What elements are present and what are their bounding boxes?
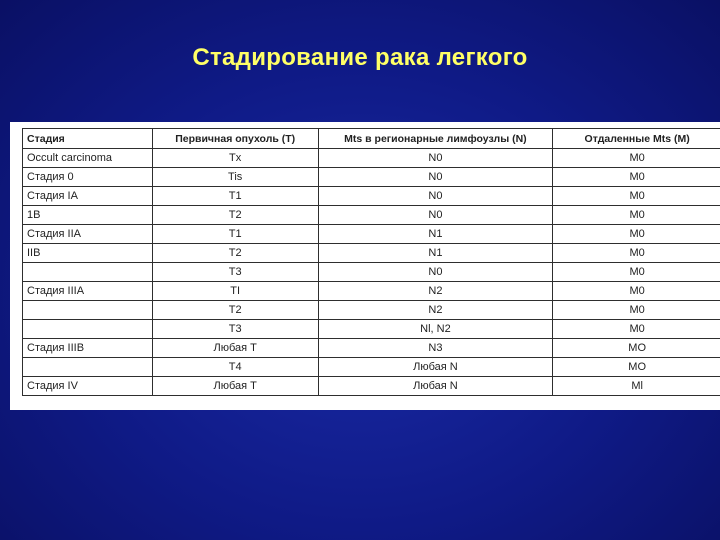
cell-stage: Стадия IIIA (23, 282, 153, 301)
cell-stage: IIB (23, 244, 153, 263)
cell-regional-nodes: Nl, N2 (318, 320, 553, 339)
cell-stage (23, 263, 153, 282)
cell-stage: Стадия IA (23, 187, 153, 206)
cell-regional-nodes: N0 (318, 206, 553, 225)
cell-stage: Стадия IIA (23, 225, 153, 244)
cell-regional-nodes: N2 (318, 282, 553, 301)
cell-primary-tumor: Tx (152, 149, 318, 168)
cell-primary-tumor: T4 (152, 358, 318, 377)
cell-distant-mets: M0 (553, 187, 720, 206)
cell-stage (23, 320, 153, 339)
header-primary-tumor: Первичная опухоль (T) (152, 129, 318, 149)
header-distant-mets: Отдаленные Mts (M) (553, 129, 720, 149)
table-row (23, 168, 720, 187)
table-row (23, 187, 720, 206)
cell-distant-mets: M0 (553, 206, 720, 225)
cell-distant-mets: Ml (553, 377, 720, 396)
cell-regional-nodes: N0 (318, 187, 553, 206)
cell-distant-mets: M0 (553, 320, 720, 339)
cell-distant-mets: M0 (553, 244, 720, 263)
cell-primary-tumor: T2 (152, 301, 318, 320)
cell-distant-mets: MO (553, 358, 720, 377)
table-row (23, 244, 720, 263)
cell-primary-tumor: T3 (152, 263, 318, 282)
table-row (23, 225, 720, 244)
cell-primary-tumor: T1 (152, 187, 318, 206)
cell-stage: 1B (23, 206, 153, 225)
table-header-row (23, 129, 720, 149)
cell-regional-nodes: N3 (318, 339, 553, 358)
cell-distant-mets: M0 (553, 282, 720, 301)
cell-primary-tumor: Любая T (152, 339, 318, 358)
cell-regional-nodes: N1 (318, 225, 553, 244)
cell-primary-tumor: Tis (152, 168, 318, 187)
table-body (23, 149, 720, 396)
slide-title: Стадирование рака легкого (192, 44, 528, 71)
cell-stage (23, 301, 153, 320)
cell-primary-tumor: TI (152, 282, 318, 301)
table-row (23, 320, 720, 339)
cell-primary-tumor: T3 (152, 320, 318, 339)
staging-table (22, 128, 720, 396)
header-regional-nodes: Mts в регионарные лимфоузлы (N) (318, 129, 553, 149)
cell-regional-nodes: N1 (318, 244, 553, 263)
table-row (23, 339, 720, 358)
cell-distant-mets: M0 (553, 263, 720, 282)
cell-primary-tumor: T1 (152, 225, 318, 244)
cell-regional-nodes: Любая N (318, 377, 553, 396)
table-row (23, 282, 720, 301)
cell-regional-nodes: N0 (318, 168, 553, 187)
cell-distant-mets: M0 (553, 168, 720, 187)
cell-stage: Стадия IV (23, 377, 153, 396)
cell-stage: Стадия 0 (23, 168, 153, 187)
cell-distant-mets: M0 (553, 225, 720, 244)
table-row (23, 149, 720, 168)
table-row (23, 358, 720, 377)
cell-primary-tumor: T2 (152, 206, 318, 225)
cell-regional-nodes: N2 (318, 301, 553, 320)
table-row (23, 301, 720, 320)
table-row (23, 263, 720, 282)
cell-primary-tumor: T2 (152, 244, 318, 263)
header-stage: Стадия (23, 129, 153, 149)
cell-distant-mets: M0 (553, 301, 720, 320)
cell-stage (23, 358, 153, 377)
cell-stage: Стадия IIIB (23, 339, 153, 358)
cell-regional-nodes: Любая N (318, 358, 553, 377)
cell-stage: Occult carcinoma (23, 149, 153, 168)
cell-regional-nodes: N0 (318, 263, 553, 282)
cell-distant-mets: M0 (553, 149, 720, 168)
cell-primary-tumor: Любая T (152, 377, 318, 396)
table-row (23, 206, 720, 225)
cell-distant-mets: MO (553, 339, 720, 358)
cell-regional-nodes: N0 (318, 149, 553, 168)
table-row (23, 377, 720, 396)
staging-table-panel (10, 122, 720, 410)
